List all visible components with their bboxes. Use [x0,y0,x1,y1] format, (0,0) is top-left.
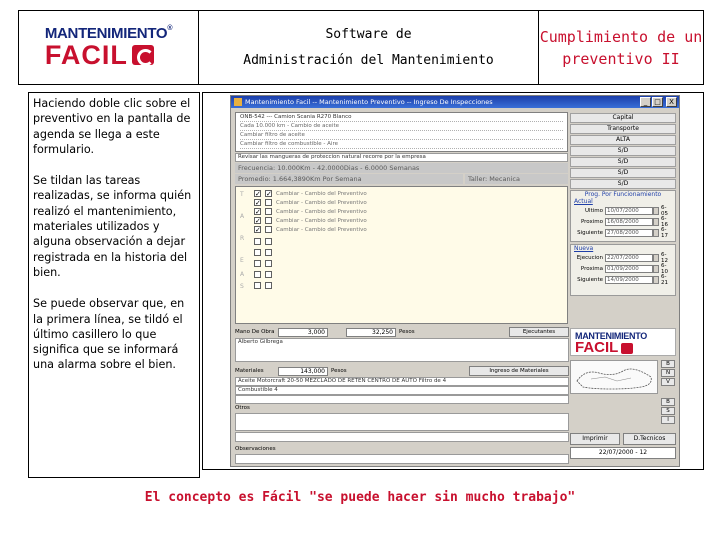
right-button-sd1[interactable]: S/D [570,146,676,156]
map-drawing [571,361,658,394]
logo-mark-icon [132,45,154,65]
task-row [254,198,367,207]
materials-row [235,366,569,376]
right-button-alta[interactable]: ALTA [570,135,676,145]
v-button-n[interactable]: N [661,369,675,377]
alarm-checkbox[interactable] [265,226,272,233]
schedule-row [571,227,675,238]
schedule-num: 6-10 [661,262,668,275]
alarm-checkbox[interactable] [265,260,272,267]
header-topic-cell [539,11,703,84]
schedule-num: 6-12 [661,251,668,264]
alarm-checkbox[interactable] [265,199,272,206]
app-window [230,95,680,467]
executors-list[interactable]: Alberto Gilbrega [235,338,569,362]
task-label: Cambiar - Cambio del Preventivo [276,208,367,215]
right-button-sd4[interactable]: S/D [570,179,676,189]
task-checkbox[interactable] [254,260,261,267]
explanation-panel [28,92,200,478]
tech-data-button[interactable]: D.Tecnicos [623,433,676,445]
right-button-sd2[interactable]: S/D [570,157,676,167]
vertical-buttons-top [661,360,675,387]
right-button-capital[interactable]: Capital [570,113,676,123]
task-checkbox[interactable] [254,249,261,256]
alarm-checkbox[interactable] [265,217,272,224]
schedule-date[interactable]: 16/08/2000 [605,218,653,226]
side-letter-e: E [240,257,244,264]
side-letter-s: S [240,283,244,290]
explanation-paragraph-1: Haciendo doble clic sobre el preventivo en la pantalla de agenda se llega a este formulario. [33,97,191,156]
tagline: El concepto es Fácil "se puede hacer sin mucho trabajo" [144,490,576,505]
window-title: Mantenimiento Facil -- Mantenimiento Preventivo -- Ingreso De Inspecciones [245,98,493,106]
task-row-empty [254,270,276,279]
task-row [254,225,367,234]
others-field-2[interactable] [235,432,569,442]
labor-row [235,327,569,337]
mini-logo-top: MANTENIMIENTO [575,331,647,341]
task-checkbox[interactable] [254,199,261,206]
desc-line-3: Cambiar filtro de combustible - Aire [240,141,563,149]
v-button-s[interactable]: S [661,407,675,415]
alarm-checkbox[interactable] [265,208,272,215]
materials-line-1: Aceite Motorcraft 20-50 MEZCLADO DE RETEN CENTRO DE AUTO Filtro de 4 [235,377,569,386]
schedule-row-label: Proxima [580,265,603,272]
app-icon [234,98,242,106]
schedule-row [571,205,675,216]
alarm-checkbox[interactable] [265,249,272,256]
v-button-b2[interactable]: B [661,398,675,406]
asset-line: ONB-542 --- Camion Scania R270 Blanco [240,114,563,122]
task-row [254,189,367,198]
schedule-row-label: Proximo [580,218,603,225]
header-logo-cell [19,11,199,84]
right-button-sd3[interactable]: S/D [570,168,676,178]
schedule-row-label: Siguiente [577,276,603,283]
schedule-row [571,216,675,227]
observations-field[interactable] [235,454,569,464]
schedule-box [570,190,676,242]
alarm-checkbox[interactable] [265,238,272,245]
task-checkbox[interactable] [254,217,261,224]
header-title-line2: Administración del Mantenimiento [243,52,494,68]
status-date: 22/07/2000 - 12 [570,447,676,459]
nueva-label: Nueva [574,245,594,252]
close-button[interactable]: X [666,97,677,107]
labor-cost-label: Pesos [399,329,415,335]
task-checkbox[interactable] [254,208,261,215]
task-label: Cambiar - Cambio del Preventivo [276,217,367,224]
actual-label: Actual [574,198,593,205]
logo-text-bottom: FACIL [44,39,128,70]
mini-logo [570,328,676,356]
task-checkbox[interactable] [254,190,261,197]
side-letter-a1: A [240,213,245,220]
maximize-button[interactable]: □ [652,97,663,107]
executors-button[interactable]: Ejecutantes [509,327,569,337]
materials-label: Materiales [235,368,264,374]
header-table [18,10,704,85]
side-letter-a2: A [240,271,245,278]
header-title-cell [199,11,539,84]
schedule-num: 6-21 [661,273,668,286]
logo-registered: ® [167,24,173,32]
minimize-button[interactable]: _ [640,97,651,107]
schedule-date[interactable]: 01/09/2000 [605,265,653,273]
window-titlebar[interactable] [231,96,679,108]
desc-line-1: Cada 10.000 km - Cambio de aceite [240,123,563,131]
task-row-empty [254,259,276,268]
explanation-paragraph-2: Se tildan las tareas realizadas, se informa quién realizó el mantenimiento, materiales utilizados y alguna observación a dejar registrada en la historia del bien. [33,174,192,279]
workshop-field: Taller: Mecanica [465,174,568,184]
side-letter-t: T [240,191,244,198]
print-button[interactable]: Imprimir [570,433,620,445]
header-topic-line1: Cumplimiento de un [539,27,703,46]
materials-entry-button[interactable]: Ingreso de Materiales [469,366,569,376]
task-checkbox[interactable] [254,226,261,233]
new-schedule-box [570,244,676,296]
mini-logo-bottom: FACIL [575,339,619,356]
alarm-checkbox[interactable] [265,271,272,278]
labor-cost-field[interactable]: 32,250 [346,328,396,337]
logo-text-top: MANTENIMIENTO [44,24,168,42]
schedule-title: Prog. Por Funcionamiento [584,191,662,198]
frequency-field: Frecuencia: 10.000Km - 42.0000Dias - 6.0000 Semanas [235,163,568,173]
description-area[interactable] [235,112,568,152]
average-field: Promedio: 1.664,3890Km Por Semana [235,174,463,184]
vertical-buttons-bottom [661,398,675,425]
mini-logo-mark-icon [621,343,633,354]
task-row-empty [254,281,276,290]
labor-hours-field[interactable]: 3,000 [278,328,328,337]
alarm-checkbox[interactable] [265,282,272,289]
schedule-num: 6-17 [661,226,668,239]
schedule-row-label: Ejecucion [576,254,603,261]
observations-label: Observaciones [235,446,276,452]
v-button-v[interactable]: V [661,378,675,386]
map-image [570,360,658,394]
schedule-row [571,263,675,274]
others-field[interactable] [235,413,569,431]
desc-line-4: Revisar las mangueras de proteccion natural recorre por la empresa [235,153,568,162]
schedule-row-label: Siguiente [577,229,603,236]
materials-cost-field[interactable]: 143,000 [278,367,328,376]
alarm-checkbox[interactable] [265,190,272,197]
schedule-row-label: Ultimo [585,207,603,214]
right-panel [570,113,676,190]
materials-line-3 [235,395,569,404]
schedule-row [571,252,675,263]
header-topic-line2: preventivo II [562,49,680,68]
schedule-date[interactable]: 27/08/2000 [605,229,653,237]
side-letter-r: R [240,235,245,242]
schedule-date[interactable]: 22/07/2000 [605,254,653,262]
schedule-date[interactable]: 10/07/2000 [605,207,653,215]
materials-line-2: Combustible 4 [235,386,569,395]
header-title-line1: Software de [325,26,412,42]
task-checkbox[interactable] [254,238,261,245]
task-label: Cambiar - Cambio del Preventivo [276,226,367,233]
task-checkbox[interactable] [254,282,261,289]
task-row [254,207,367,216]
task-row [254,216,367,225]
v-button-i[interactable]: I [661,416,675,424]
task-label: Cambiar - Cambio del Preventivo [276,190,367,197]
v-button-b[interactable]: B [661,360,675,368]
materials-cost-label: Pesos [331,368,347,374]
task-label: Cambiar - Cambio del Preventivo [276,199,367,206]
desc-line-2: Cambiar filtro de aceite [240,132,563,140]
schedule-row [571,274,675,285]
mantenimiento-facil-logo [45,25,172,71]
schedule-num: 6-05 [661,204,668,217]
schedule-num: 6-16 [661,215,668,228]
explanation-paragraph-3: Se puede observar que, en la primera línea, se tildó el último casillero lo que significa que se informará una alarma sobre el bien. [33,297,185,372]
labor-label: Mano De Obra [235,329,275,335]
task-checkbox[interactable] [254,271,261,278]
task-row-empty [254,248,276,257]
task-row-empty [254,237,276,246]
schedule-date[interactable]: 14/09/2000 [605,276,653,284]
right-button-transporte[interactable]: Transporte [570,124,676,134]
others-label: Otros [235,405,250,411]
tasks-area [235,186,568,324]
